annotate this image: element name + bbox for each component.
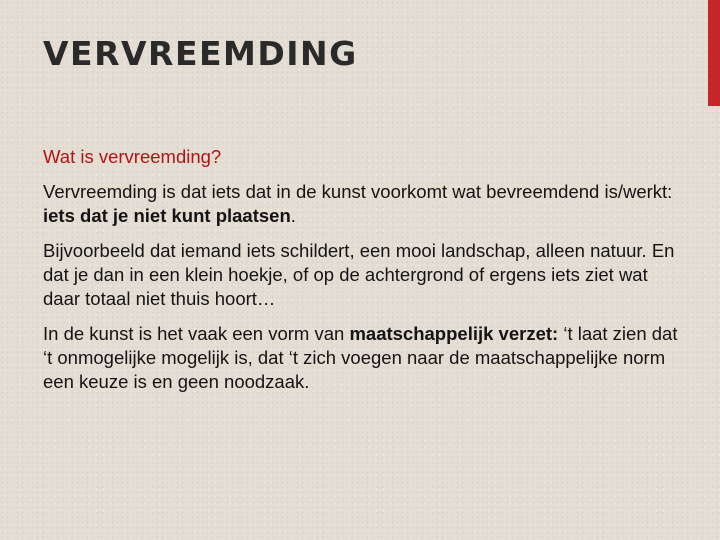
slide-content bbox=[43, 145, 683, 405]
paragraph-definition-end: . bbox=[290, 205, 296, 226]
paragraph-resistance-end: ‘t laat zien dat ‘t onmogelijke mogelijk is, dat ‘t zich voegen naar de maatschappelijke norm een keuze is en geen noodzaak. bbox=[43, 323, 678, 392]
paragraph-definition-text: Vervreemding is dat iets dat in de kunst voorkomt wat bevreemdend is/werkt: bbox=[43, 181, 673, 202]
paragraph-resistance-bold: maatschappelijk verzet: bbox=[349, 323, 559, 344]
paragraph-example: Bijvoorbeeld dat iemand iets schildert, een mooi landschap, alleen natuur. En dat je dan in een klein hoekje, of op de achtergrond of ergens iets ziet wat daar totaal niet thuis hoort… bbox=[43, 240, 675, 309]
paragraph-resistance bbox=[43, 322, 683, 394]
paragraph-resistance-text: In de kunst is het vaak een vorm van bbox=[43, 323, 350, 344]
paragraph-definition-bold: iets dat je niet kunt plaatsen bbox=[43, 205, 291, 226]
question-heading: Wat is vervreemding? bbox=[43, 146, 222, 167]
paragraph-definition bbox=[43, 180, 683, 228]
slide-title: VERVREEMDING bbox=[43, 34, 358, 73]
accent-bar bbox=[708, 0, 720, 106]
